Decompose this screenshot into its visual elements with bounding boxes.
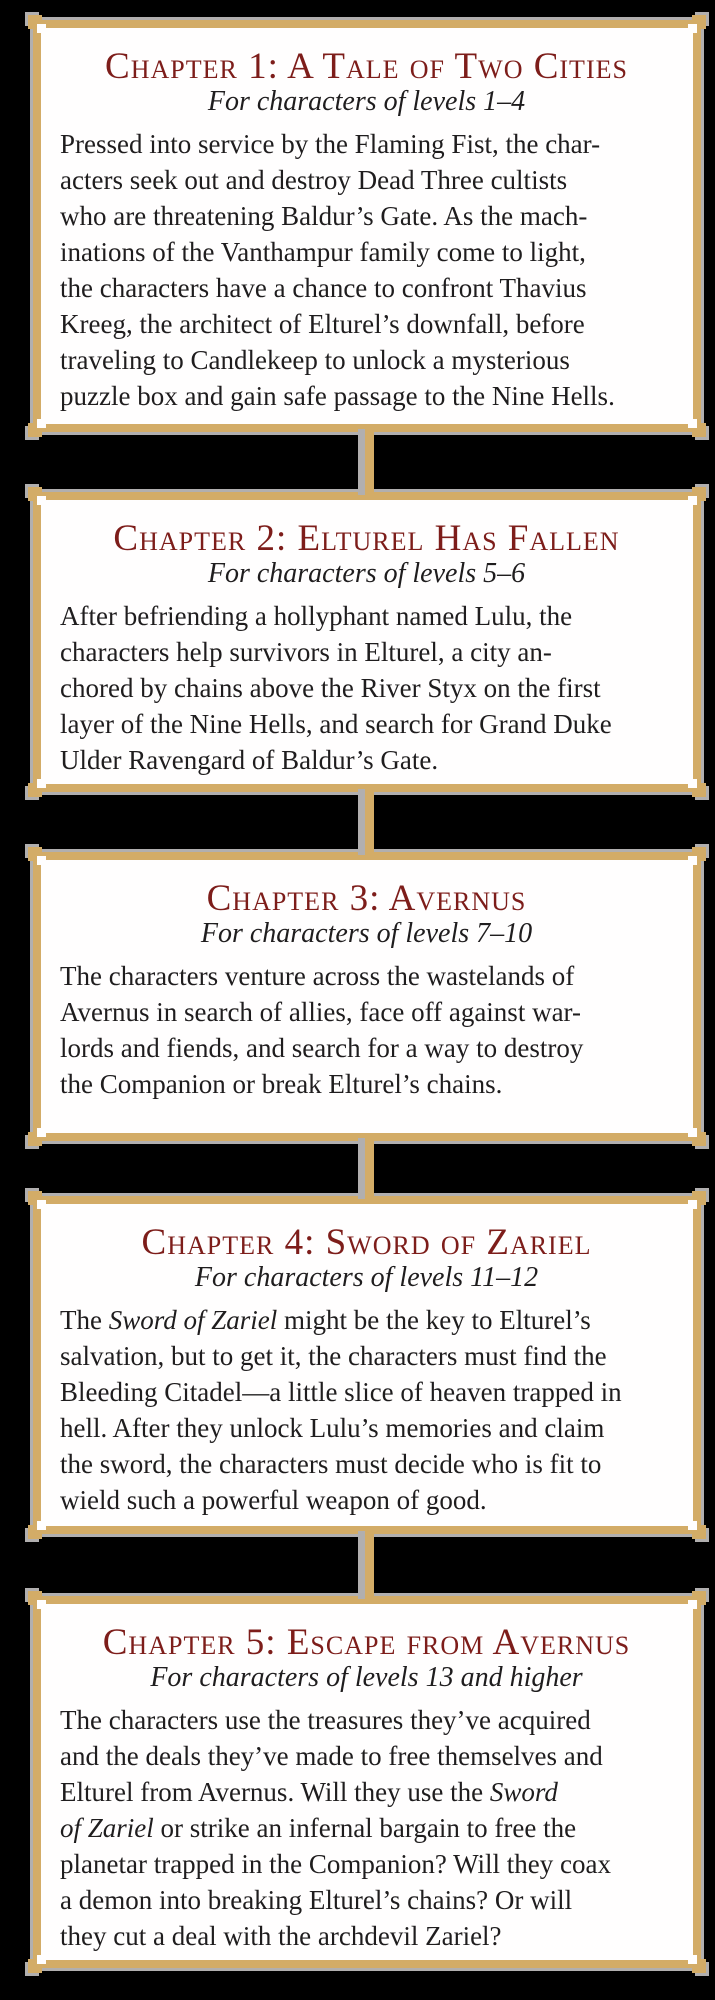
connector-line [365,429,374,495]
chapter-summary [60,126,673,414]
corner-notch-top-right [688,496,697,505]
chapter-box-5 [33,1596,701,1968]
corner-notch-bottom-left [37,1955,46,1964]
summary-line [60,126,673,162]
chapter-title: Chapter 4: Sword of Zariel [141,1222,592,1263]
connector [33,1141,701,1196]
summary-line [60,1482,673,1518]
italic-text: Sword of Zariel [108,1305,278,1335]
summary-line [60,198,673,234]
connector-line [365,1531,374,1599]
chapter-summary [60,1702,673,1954]
summary-line [60,598,673,634]
plain-text: the characters have a chance to confront Thavius [60,273,587,303]
plain-text: inations of the Vanthampur family come to light, [60,237,586,267]
connector-bar [358,789,374,855]
chapter-box-2 [33,492,701,792]
plain-text: acters seek out and destroy Dead Three cultists [60,165,568,195]
corner-notch-top-left [37,856,46,865]
corner-notch-bottom-right [688,419,697,428]
corner-notch-bottom-right [688,779,697,788]
connector-bar [358,429,374,495]
connector-bar [358,1531,374,1599]
plain-text: they cut a deal with the archdevil Zariel? [60,1921,502,1951]
summary-line [60,670,673,706]
chapter-box-1 [33,20,701,432]
connector-shadow [358,789,365,855]
summary-line [60,706,673,742]
plain-text: traveling to Candlekeep to unlock a mysterious [60,345,570,375]
italic-text: Sword [489,1777,558,1807]
connector-line [365,1138,374,1199]
corner-notch-top-right [688,856,697,865]
summary-line [60,1774,673,1810]
corner-notch-bottom-left [37,1128,46,1137]
italic-text: of Zariel [60,1813,154,1843]
plain-text: a demon into breaking Elturel’s chains? Or will [60,1885,573,1915]
plain-text: Pressed into service by the Flaming Fist, the char- [60,129,601,159]
chapter-summary [60,1302,673,1518]
level-range-subtitle: For characters of levels 13 and higher [150,1662,583,1693]
summary-line [60,634,673,670]
plain-text: The characters venture across the wastelands of [60,961,575,991]
summary-line [60,958,673,994]
chapter-box-4 [33,1196,701,1534]
plain-text: who are threatening Baldur’s Gate. As the mach- [60,201,588,231]
plain-text: wield such a powerful weapon of good. [60,1485,487,1515]
connector [33,1534,701,1596]
corner-notch-top-left [37,496,46,505]
summary-line [60,1918,673,1954]
corner-notch-top-right [688,1200,697,1209]
plain-text: characters help survivors in Elturel, a city an- [60,637,552,667]
chapter-title: Chapter 3: Avernus [206,878,527,919]
plain-text: might be the key to Elturel’s [277,1305,591,1335]
level-range-subtitle: For characters of levels 1–4 [207,86,526,117]
summary-line [60,1066,673,1102]
summary-line [60,1302,673,1338]
plain-text: salvation, but to get it, the characters must find the [60,1341,607,1371]
plain-text: Ulder Ravengard of Baldur’s Gate. [60,745,439,775]
plain-text: the Companion or break Elturel’s chains. [60,1069,503,1099]
corner-notch-bottom-right [688,1955,697,1964]
plain-text: or strike an infernal bargain to free the [153,1813,577,1843]
plain-text: After befriending a hollyphant named Lulu, the [60,601,573,631]
summary-line [60,994,673,1030]
chapter-summary [60,598,673,778]
plain-text: puzzle box and gain safe passage to the Nine Hells. [60,381,615,411]
plain-text: layer of the Nine Hells, and search for Grand Duke [60,709,612,739]
chapter-title: Chapter 2: Elturel Has Fallen [113,518,620,559]
connector-shadow [358,1531,365,1599]
summary-line [60,1338,673,1374]
summary-line [60,1846,673,1882]
summary-line [60,306,673,342]
corner-notch-top-left [37,1600,46,1609]
plain-text: lords and fiends, and search for a way to destroy [60,1033,584,1063]
connector-bar [358,1138,374,1199]
summary-line [60,1446,673,1482]
corner-notch-top-left [37,24,46,33]
chapter-box-3 [33,852,701,1141]
summary-line [60,1374,673,1410]
plain-text: Elturel from Avernus. Will they use the [60,1777,490,1807]
chapter-title: Chapter 5: Escape from Avernus [102,1622,631,1663]
chapter-summary [60,958,673,1102]
corner-notch-bottom-left [37,1521,46,1530]
plain-text: The [60,1305,109,1335]
summary-line [60,1882,673,1918]
summary-line [60,342,673,378]
connector [33,432,701,492]
level-range-subtitle: For characters of levels 5–6 [207,558,526,589]
corner-notch-bottom-right [688,1128,697,1137]
level-range-subtitle: For characters of levels 11–12 [194,1262,539,1293]
summary-line [60,1410,673,1446]
summary-line [60,1702,673,1738]
plain-text: planetar trapped in the Companion? Will they coax [60,1849,611,1879]
plain-text: chored by chains above the River Styx on the first [60,673,601,703]
plain-text: The characters use the treasures they’ve acquired [60,1705,591,1735]
plain-text: and the deals they’ve made to free themselves and [60,1741,603,1771]
connector-line [365,789,374,855]
corner-notch-top-right [688,1600,697,1609]
summary-line [60,1030,673,1066]
corner-notch-top-left [37,1200,46,1209]
summary-line [60,378,673,414]
plain-text: Bleeding Citadel—a little slice of heaven trapped in [60,1377,622,1407]
plain-text: Kreeg, the architect of Elturel’s downfall, before [60,309,585,339]
summary-line [60,234,673,270]
corner-notch-bottom-right [688,1521,697,1530]
summary-line [60,742,673,778]
connector [33,792,701,852]
level-range-subtitle: For characters of levels 7–10 [200,918,533,949]
plain-text: hell. After they unlock Lulu’s memories and claim [60,1413,605,1443]
corner-notch-bottom-left [37,419,46,428]
summary-line [60,1738,673,1774]
connector-shadow [358,1138,365,1199]
summary-line [60,1810,673,1846]
summary-line [60,162,673,198]
plain-text: the sword, the characters must decide who is fit to [60,1449,602,1479]
connector-shadow [358,429,365,495]
summary-line [60,270,673,306]
corner-notch-top-right [688,24,697,33]
corner-notch-bottom-left [37,779,46,788]
plain-text: Avernus in search of allies, face off against war- [60,997,581,1027]
chapter-title: Chapter 1: A Tale of Two Cities [105,46,628,87]
